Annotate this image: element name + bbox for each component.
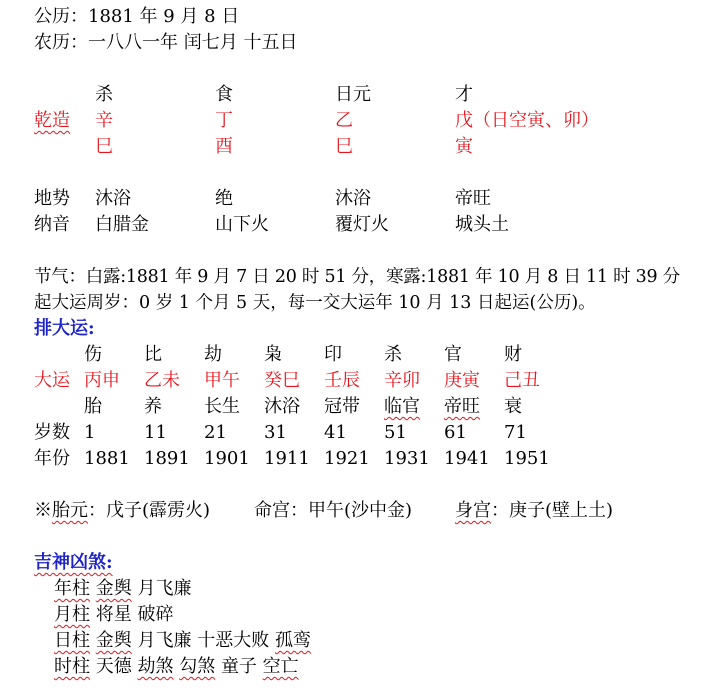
shengong	[455, 498, 613, 524]
shensha-row-label: 日柱	[54, 630, 90, 651]
dayun-age-6: 51	[384, 422, 407, 443]
dayun-heading: 排大运:	[34, 318, 95, 339]
dayun-god-3: 劫	[204, 344, 222, 365]
nayin-month: 山下火	[215, 214, 269, 235]
shensha-row-month	[54, 602, 173, 628]
shensha-row-day	[54, 628, 311, 654]
shensha-row-hour	[54, 654, 299, 680]
dayun-stage-1: 胎	[84, 396, 102, 417]
dayun-pillar-8: 己丑	[504, 370, 540, 391]
minggong-value: ：甲午(沙中金)	[290, 500, 413, 521]
ten-god-year: 杀	[95, 84, 113, 105]
shensha-item: 天德	[95, 656, 132, 677]
dayun-year-3: 1901	[204, 448, 250, 469]
branch-day: 巳	[335, 136, 353, 157]
shensha-item: 金舆	[95, 630, 132, 651]
dayun-age-3: 21	[204, 422, 227, 443]
dayun-age-4: 31	[264, 422, 287, 443]
dayun-stage-3: 长生	[204, 396, 240, 417]
shensha-row-label: 时柱	[54, 656, 90, 677]
dayun-label: 大运	[34, 370, 70, 391]
dayun-pillar-2: 乙未	[144, 370, 180, 391]
dayun-year-4: 1911	[264, 448, 310, 469]
dayun-pillar-1: 丙申	[84, 370, 120, 391]
terrain-day: 沐浴	[335, 188, 371, 209]
dayun-age-5: 41	[324, 422, 347, 443]
dayun-stage-2: 养	[144, 396, 162, 417]
dayun-god-7: 官	[444, 344, 462, 365]
year-label: 年份	[34, 448, 70, 469]
dayun-god-1: 伤	[84, 344, 102, 365]
dayun-pillar-4: 癸巳	[264, 370, 300, 391]
nayin-day: 覆灯火	[335, 214, 389, 235]
dayun-pillar-7: 庚寅	[444, 370, 480, 391]
dayun-year-8: 1951	[504, 448, 550, 469]
shensha-item: 将星	[95, 604, 132, 625]
nayin-label: 纳音	[34, 214, 70, 235]
dayun-stage-4: 沐浴	[264, 396, 300, 417]
minggong-label: 命宫	[254, 500, 290, 521]
shensha-item: 十恶大败	[197, 630, 270, 651]
terrain-label: 地势	[34, 188, 70, 209]
terrain-month: 绝	[215, 188, 233, 209]
stem-day: 乙	[335, 110, 353, 131]
dayun-pillar-6: 辛卯	[384, 370, 420, 391]
dayun-stage-8: 衰	[504, 396, 522, 417]
taiyuan-value: ：戊子(霹雳火)	[88, 500, 211, 521]
shensha-heading: 吉神凶煞:	[34, 552, 113, 573]
dayun-age-7: 61	[444, 422, 467, 443]
dayun-stage-7: 帝旺	[444, 396, 480, 417]
dayun-pillar-3: 甲午	[204, 370, 240, 391]
palaces-line	[34, 498, 210, 524]
dayun-age-1: 1	[84, 422, 96, 443]
age-label: 岁数	[34, 422, 70, 443]
chart-label-qianzao: 乾造	[34, 110, 70, 131]
shensha-item: 童子	[220, 656, 257, 677]
shensha-item: 劫煞	[137, 656, 174, 677]
shensha-item: 月飞廉	[137, 630, 192, 651]
dayun-year-6: 1931	[384, 448, 430, 469]
dayun-year-2: 1891	[144, 448, 190, 469]
dayun-year-5: 1921	[324, 448, 370, 469]
shengong-value: ：庚子(壁上土)	[491, 500, 614, 521]
dayun-god-6: 杀	[384, 344, 402, 365]
solar-date-line	[34, 4, 239, 30]
dayun-year-7: 1941	[444, 448, 490, 469]
shensha-row-year	[54, 576, 191, 602]
shensha-row-label: 月柱	[54, 604, 90, 625]
taiyuan-label: 胎元	[52, 500, 88, 521]
terrain-hour: 帝旺	[455, 188, 491, 209]
branch-year: 巳	[95, 136, 113, 157]
dayun-pillar-5: 壬辰	[324, 370, 360, 391]
jieqi-line: 节气：白露:1881 年 9 月 7 日 20 时 51 分，寒露:1881 年 10 月 8 日 11 时 39 分	[34, 267, 680, 287]
solar-value: 1881 年 9 月 8 日	[88, 6, 240, 27]
dayun-year-1: 1881	[84, 448, 130, 469]
nayin-year: 白腊金	[95, 214, 149, 235]
shengong-label: 身宫	[455, 500, 491, 521]
lunar-date-line	[34, 30, 297, 56]
ten-god-day: 日元	[335, 84, 371, 105]
lunar-value: 一八八一年 闰七月 十五日	[88, 32, 298, 53]
stem-hour: 戊（日空寅、卯）	[455, 110, 599, 131]
dayun-age-8: 71	[504, 422, 527, 443]
solar-label: 公历：	[34, 6, 88, 27]
dayun-god-4: 枭	[264, 344, 282, 365]
stem-month: 丁	[215, 110, 233, 131]
minggong	[254, 498, 412, 524]
ten-god-month: 食	[215, 84, 233, 105]
reference-mark: ※	[34, 500, 52, 521]
terrain-year: 沐浴	[95, 188, 131, 209]
shensha-item: 空亡	[262, 656, 299, 677]
branch-hour: 寅	[455, 136, 473, 157]
branch-month: 酉	[215, 136, 233, 157]
stem-year: 辛	[95, 110, 113, 131]
ten-god-hour: 才	[455, 84, 473, 105]
dayun-stage-6: 临官	[384, 396, 420, 417]
dayun-god-2: 比	[144, 344, 162, 365]
dayun-god-5: 印	[324, 344, 342, 365]
shensha-item: 孤鸾	[274, 630, 311, 651]
shensha-item: 月飞廉	[137, 578, 192, 599]
shensha-item: 破碎	[137, 604, 174, 625]
dayun-stage-5: 冠带	[324, 396, 360, 417]
shensha-item: 金舆	[95, 578, 132, 599]
qiyun-line: 起大运周岁：0 岁 1 个月 5 天，每一交大运年 10 月 13 日起运(公历)。	[34, 293, 596, 313]
shensha-item: 勾煞	[179, 656, 216, 677]
shensha-row-label: 年柱	[54, 578, 90, 599]
lunar-label: 农历：	[34, 32, 88, 53]
dayun-god-8: 财	[504, 344, 522, 365]
nayin-hour: 城头土	[455, 214, 509, 235]
dayun-age-2: 11	[144, 422, 167, 443]
